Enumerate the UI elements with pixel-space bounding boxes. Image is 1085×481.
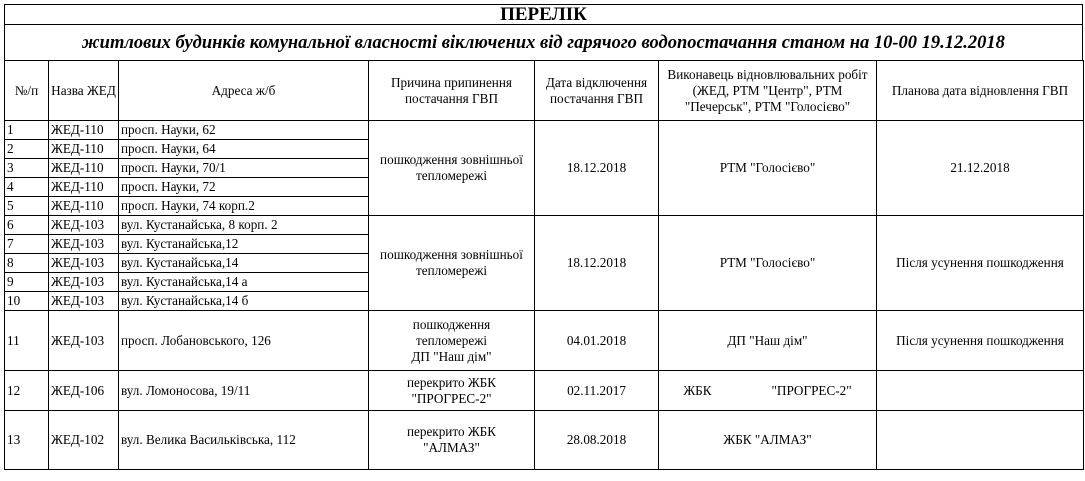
cell-zhed[interactable]: ЖЕД-103	[49, 254, 119, 273]
cell-address[interactable]: просп. Науки, 74 корп.2	[119, 197, 369, 216]
cell-zhed[interactable]: ЖЕД-103	[49, 273, 119, 292]
cell-address[interactable]: вул. Велика Васильківська, 112	[119, 411, 369, 470]
table-row	[5, 411, 1084, 470]
cell-num[interactable]: 13	[5, 411, 49, 470]
cell-address[interactable]: вул. Кустанайська,14	[119, 254, 369, 273]
cell-address[interactable]: просп. Науки, 70/1	[119, 159, 369, 178]
cell-num[interactable]: 6	[5, 216, 49, 235]
cell-zhed[interactable]: ЖЕД-103	[49, 235, 119, 254]
cell-address[interactable]: вул. Ломоносова, 19/11	[119, 371, 369, 411]
cell-num[interactable]: 10	[5, 292, 49, 311]
cell-zhed[interactable]: ЖЕД-106	[49, 371, 119, 411]
cell-zhed[interactable]: ЖЕД-110	[49, 140, 119, 159]
cell-reason[interactable]: перекрито ЖБК "АЛМАЗ"	[369, 411, 535, 470]
document-title: ПЕРЕЛІК	[4, 4, 1083, 24]
cell-contractor[interactable]: РТМ "Голосієво"	[659, 216, 877, 311]
cell-contractor[interactable]: ЖБК "АЛМАЗ"	[659, 411, 877, 470]
cell-zhed[interactable]: ЖЕД-110	[49, 197, 119, 216]
cell-num[interactable]: 3	[5, 159, 49, 178]
header-address: Адреса ж/б	[119, 61, 369, 121]
cell-address[interactable]: вул. Кустанайська,14 б	[119, 292, 369, 311]
cell-zhed[interactable]: ЖЕД-110	[49, 178, 119, 197]
cell-date-off[interactable]: 28.08.2018	[535, 411, 659, 470]
cell-address[interactable]: вул. Кустанайська,12	[119, 235, 369, 254]
header-planned: Планова дата відновлення ГВП	[877, 61, 1084, 121]
cell-num[interactable]: 9	[5, 273, 49, 292]
cell-contractor[interactable]	[659, 371, 877, 411]
cell-reason[interactable]: пошкодження тепломережі ДП "Наш дім"	[369, 311, 535, 371]
cell-zhed[interactable]: ЖЕД-110	[49, 121, 119, 140]
cell-address[interactable]: просп. Науки, 62	[119, 121, 369, 140]
cell-contractor[interactable]: ДП "Наш дім"	[659, 311, 877, 371]
cell-num[interactable]: 2	[5, 140, 49, 159]
cell-reason[interactable]: пошкодження зовнішньої тепломережі	[369, 121, 535, 216]
cell-address[interactable]: просп. Науки, 72	[119, 178, 369, 197]
buildings-table	[4, 60, 1084, 470]
cell-zhed[interactable]: ЖЕД-103	[49, 311, 119, 371]
table-header-row	[5, 61, 1084, 121]
header-num: №/п	[5, 61, 49, 121]
table-row	[5, 371, 1084, 411]
header-zhed: Назва ЖЕД	[49, 61, 119, 121]
table-row	[5, 216, 1084, 235]
cell-planned[interactable]	[877, 411, 1084, 470]
cell-date-off[interactable]: 02.11.2017	[535, 371, 659, 411]
cell-zhed[interactable]: ЖЕД-102	[49, 411, 119, 470]
cell-planned[interactable]: Після усунення пошкодження	[877, 311, 1084, 371]
cell-num[interactable]: 1	[5, 121, 49, 140]
cell-date-off[interactable]: 04.01.2018	[535, 311, 659, 371]
cell-num[interactable]: 8	[5, 254, 49, 273]
cell-contractor[interactable]: РТМ "Голосієво"	[659, 121, 877, 216]
cell-planned[interactable]: Після усунення пошкодження	[877, 216, 1084, 311]
cell-num[interactable]: 7	[5, 235, 49, 254]
cell-num[interactable]: 11	[5, 311, 49, 371]
contractor-part-b: "ПРОГРЕС-2"	[771, 382, 852, 398]
cell-planned[interactable]: 21.12.2018	[877, 121, 1084, 216]
cell-address[interactable]: вул. Кустанайська, 8 корп. 2	[119, 216, 369, 235]
cell-reason[interactable]: перекрито ЖБК "ПРОГРЕС-2"	[369, 371, 535, 411]
header-contractor: Виконавець відновлювальних робіт (ЖЕД, РТМ "Центр", РТМ "Печерськ", РТМ "Голосієво"	[659, 61, 877, 121]
cell-address[interactable]: просп. Науки, 64	[119, 140, 369, 159]
header-reason: Причина припинення постачання ГВП	[369, 61, 535, 121]
cell-reason[interactable]: пошкодження зовнішньої тепломережі	[369, 216, 535, 311]
table-row	[5, 311, 1084, 371]
document-subtitle: житлових будинків комунальної власності віключених від гарячого водопостачання станом на 10-00 19.12.2018	[4, 24, 1083, 60]
cell-zhed[interactable]: ЖЕД-110	[49, 159, 119, 178]
header-date-off: Дата відключення постачання ГВП	[535, 61, 659, 121]
cell-address[interactable]: просп. Лобановського, 126	[119, 311, 369, 371]
cell-date-off[interactable]: 18.12.2018	[535, 216, 659, 311]
cell-planned[interactable]	[877, 371, 1084, 411]
cell-address[interactable]: вул. Кустанайська,14 а	[119, 273, 369, 292]
cell-num[interactable]: 5	[5, 197, 49, 216]
cell-zhed[interactable]: ЖЕД-103	[49, 292, 119, 311]
contractor-part-a: ЖБК	[683, 382, 712, 398]
cell-date-off[interactable]: 18.12.2018	[535, 121, 659, 216]
cell-num[interactable]: 12	[5, 371, 49, 411]
cell-num[interactable]: 4	[5, 178, 49, 197]
table-row	[5, 121, 1084, 140]
cell-zhed[interactable]: ЖЕД-103	[49, 216, 119, 235]
